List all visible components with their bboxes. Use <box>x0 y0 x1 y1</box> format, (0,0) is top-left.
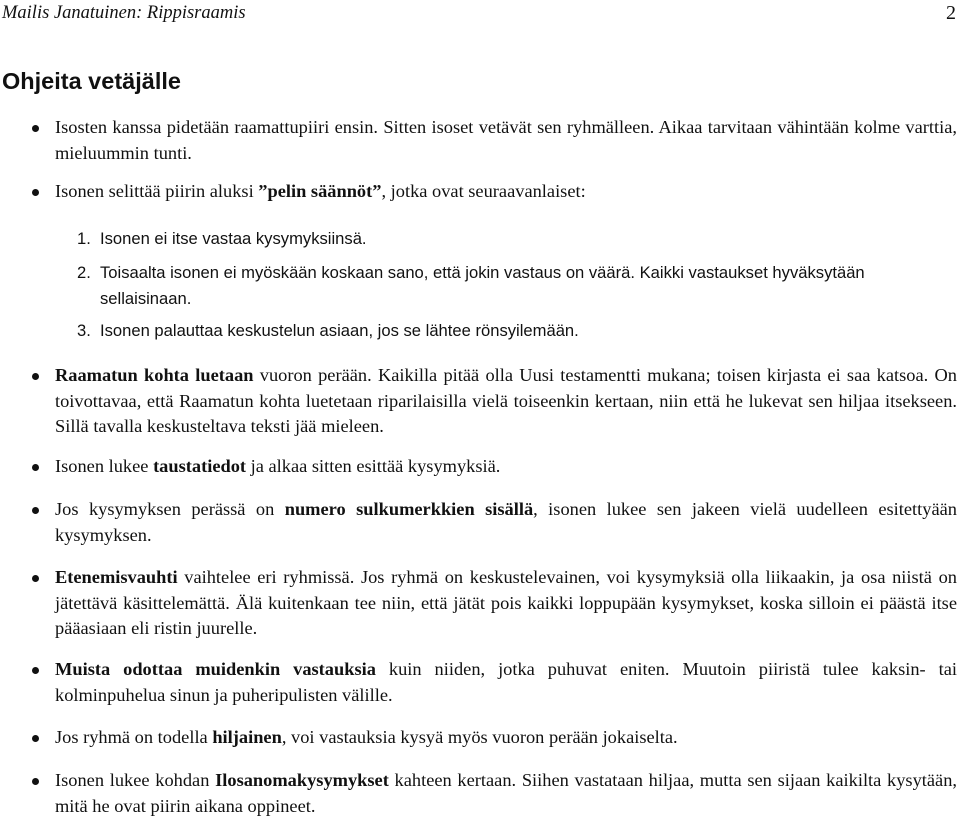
bullet-icon <box>32 575 39 582</box>
bullet-text: ja alkaa sitten esittää kysymyksiä. <box>246 456 501 476</box>
emphasis-text: numero sulkumerkkien sisällä <box>284 499 534 519</box>
bullet-text: Isonen selittää piirin aluksi <box>55 181 259 201</box>
emphasis-text: taustatiedot <box>153 456 247 476</box>
emphasis-text: Etenemisvauhti <box>55 567 178 587</box>
bullet-item <box>55 115 957 166</box>
numbered-item <box>77 226 957 252</box>
bullet-icon <box>32 507 39 514</box>
bullet-text: , voi vastauksia kysyä myös vuoron perään jokaiselta. <box>281 727 678 747</box>
emphasis-text: Ilosanomakysymykset <box>215 770 389 790</box>
bullet-item <box>55 454 957 480</box>
open-quote: ” <box>258 181 268 201</box>
section-title: Ohjeita vetäjälle <box>2 68 181 94</box>
bullet-text: Isonen lukee <box>55 456 154 476</box>
bullet-item <box>55 768 957 819</box>
item-number: 1. <box>77 229 91 248</box>
page-number: 2 <box>946 2 956 24</box>
bullet-text: vuoron perään. Kaikilla pitää olla Uusi testamentti mukana; toisen kirjasta ei saa katsoa. On toivottavaa, että Raamatun kohta luetetaan riparilaisilla vielä toiseenkin kertaan, niin että he lukevat sen hiljaa itsekseen. Sillä tavalla keskusteltava teksti jää mieleen. <box>55 365 957 436</box>
bullet-text: kuin niiden, jotka puhuvat eniten. Muutoin piiristä tulee kaksin- tai kolminpuhelua sinun ja puheripulisten välille. <box>55 659 958 705</box>
bullet-icon <box>32 373 39 380</box>
item-number: 2. <box>77 263 91 282</box>
bullet-text: kahteen kertaan. Siihen vastataan hiljaa, mutta sen sijaan kaikilta kysytään, mitä he ovat piirin aikana oppineet. <box>55 770 958 816</box>
bullet-item <box>55 363 957 440</box>
numbered-item <box>77 318 957 344</box>
bullet-icon <box>32 778 39 785</box>
item-text: Isonen palauttaa keskustelun asiaan, jos se lähtee rönsyilemään. <box>100 321 579 340</box>
bullet-icon <box>32 735 39 742</box>
bullet-item <box>55 179 957 205</box>
item-number: 3. <box>77 321 91 340</box>
bullet-text: Jos ryhmä on todella <box>55 727 213 747</box>
bullet-icon <box>32 125 39 132</box>
emphasis-text: hiljainen <box>212 727 282 747</box>
bullet-icon <box>32 464 39 471</box>
bullet-text: , jotka ovat seuraavanlaiset: <box>381 181 586 201</box>
bullet-item <box>55 657 957 708</box>
running-header: Mailis Janatuinen: Rippisraamis <box>2 3 246 23</box>
item-text: Isonen ei itse vastaa kysymyksiinsä. <box>100 229 367 248</box>
bullet-text: Jos kysymyksen perässä on <box>55 499 285 519</box>
bullet-text: Isonen lukee kohdan <box>55 770 216 790</box>
emphasis-text: Muista odottaa muidenkin vastauksia <box>55 659 376 679</box>
bullet-icon <box>32 667 39 674</box>
bullet-text: vaihtelee eri ryhmissä. Jos ryhmä on keskustelevainen, voi kysymyksiä olla liikaakin, ja osa niistä on jätettävä käsittelemättä. Älä kuitenkaan tee niin, että jätät pois kaikki loppupään kysymykset, koska silloin ei päästä itse pääasiaan eli ristin juurelle. <box>55 567 957 638</box>
bullet-icon <box>32 189 39 196</box>
emphasis-text: Raamatun kohta luetaan <box>55 365 254 385</box>
item-text: Toisaalta isonen ei myöskään koskaan sano, että jokin vastaus on väärä. Kaikki vastaukset hyväksytään sellaisinaan. <box>100 263 865 308</box>
bullet-text: , isonen lukee sen jakeen vielä uudelleen esitettyään kysymyksen. <box>55 499 957 545</box>
bullet-text: Isosten kanssa pidetään raamattupiiri ensin. Sitten isoset vetävät sen ryhmälleen. Aikaa tarvitaan vähintään kolme varttia, mieluummin tunti. <box>55 117 957 163</box>
bullet-item <box>55 497 957 548</box>
bullet-item <box>55 565 957 642</box>
emphasis-text: pelin säännöt <box>267 181 373 201</box>
bullet-item <box>55 725 957 751</box>
numbered-item <box>77 260 957 311</box>
close-quote: ” <box>372 181 382 201</box>
